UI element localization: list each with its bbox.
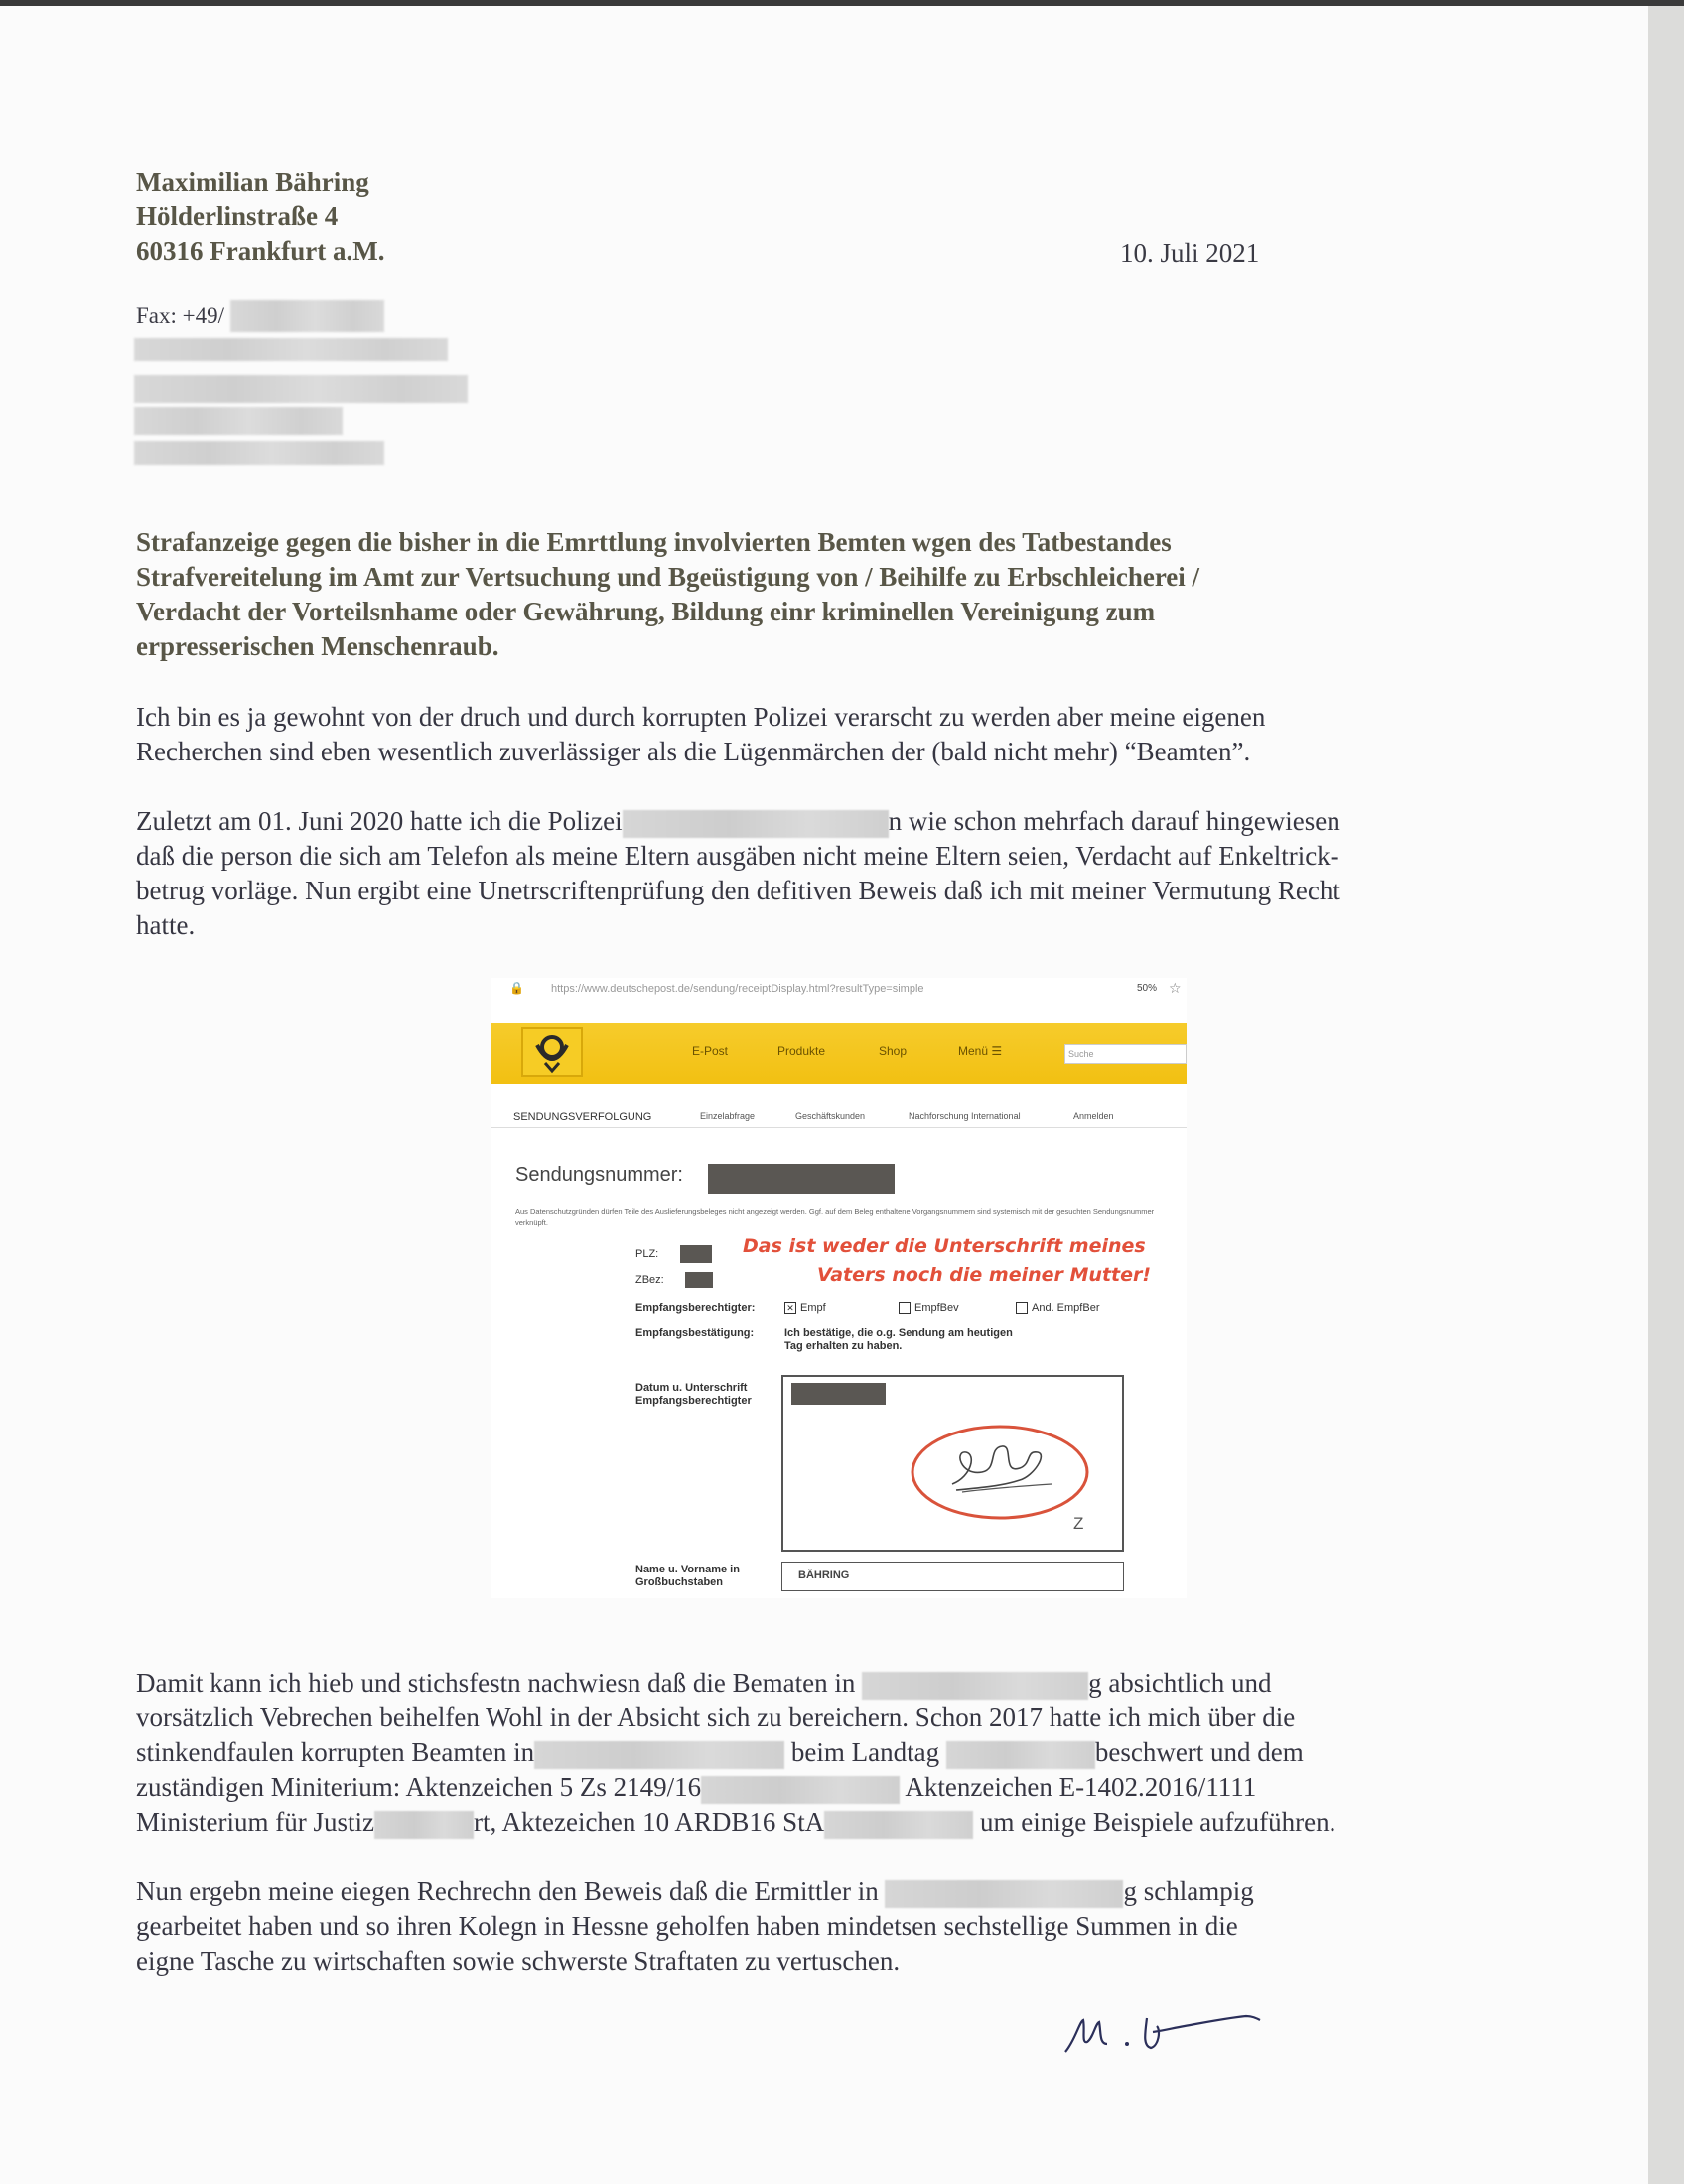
sender-city: 60316 Frankfurt a.M. (136, 236, 385, 266)
text-line: Recherchen sind eben wesentlich zuverlässiger als die Lügenmärchen der (bald nicht mehr) “Beamten”. (136, 737, 1251, 766)
redacted-text (824, 1811, 973, 1839)
letter-subject (136, 525, 1526, 664)
paragraph-2 (136, 804, 1526, 943)
redacted-zbez (685, 1272, 713, 1288)
redacted-sendungsnummer (708, 1164, 895, 1194)
subject-line: erpresserischen Menschenraub. (136, 631, 499, 661)
paragraph-4 (136, 1874, 1526, 1979)
letter-date: 10. Juli 2021 (1120, 238, 1260, 268)
subnav-sendungsverfolgung: SENDUNGSVERFOLGUNG (513, 1111, 652, 1123)
subject-line: Strafanzeige gegen die bisher in die Emrttlung involvierten Bemten wgen des Tatbestandes (136, 527, 1172, 557)
text-segment: rt, Aktezeichen 10 ARDB16 StA (473, 1807, 825, 1837)
redacted-text (374, 1811, 474, 1839)
text-line: vorsätzlich Vebrechen beihelfen Wohl in der Absicht sich zu bereichern. Schon 2017 hatte ich mich über die (136, 1703, 1296, 1732)
redacted-recipient-line (134, 441, 384, 465)
checkbox-icon (899, 1302, 911, 1314)
signature-icon (1057, 2000, 1286, 2070)
scan-edge (1648, 6, 1684, 2184)
text-segment: g schlampig (1123, 1876, 1254, 1906)
option-empf: ✕ Empf (784, 1302, 826, 1315)
plz-label: PLZ: (635, 1248, 659, 1260)
sender-address (136, 165, 384, 269)
option-and-empfber: And. EmpfBer (1016, 1302, 1099, 1315)
paragraph-3 (136, 1666, 1526, 1840)
bookmark-star-icon: ☆ (1169, 980, 1182, 996)
redacted-text (946, 1741, 1095, 1769)
sender-street: Hölderlinstraße 4 (136, 202, 339, 231)
annotation-text-2: Vaters noch die meiner Mutter! (817, 1264, 1152, 1286)
empfangsberechtigter-label: Empfangsberechtigter: (635, 1302, 756, 1314)
text-segment: um einige Beispiele aufzuführen. (979, 1807, 1336, 1837)
name-value: BÄHRING (798, 1570, 850, 1581)
redacted-recipient-line (134, 375, 468, 403)
text-segment: Damit kann ich hieb und stichsfestn nachwiesn daß die Bematen in (136, 1668, 856, 1698)
subnav-nachforschung: Nachforschung International (909, 1111, 1021, 1121)
circled-signature-icon (903, 1415, 1101, 1524)
redacted-date (791, 1383, 886, 1405)
text-segment: g absichtlich und (1088, 1668, 1272, 1698)
search-input: Suche (1064, 1044, 1187, 1064)
text-segment: zuständigen Miniterium: Aktenzeichen 5 Zs 2149/16 (136, 1772, 702, 1802)
redacted-recipient-line (134, 338, 448, 361)
text-line: daß die person die sich am Telefon als meine Eltern ausgäben nicht meine Eltern seien, Verdacht auf Enkeltrick- (136, 841, 1339, 871)
nav-shop: Shop (879, 1044, 908, 1058)
redacted-text (885, 1880, 1123, 1908)
redacted-text (862, 1672, 1088, 1700)
signature-box (781, 1375, 1124, 1552)
subnav-divider (491, 1127, 1187, 1128)
text-line: eigne Tasche zu wirtschaften sowie schwerste Straftaten zu vertuschen. (136, 1946, 901, 1976)
annotation-text-1: Das ist weder die Unterschrift meines (743, 1235, 1146, 1257)
redacted-text (701, 1776, 900, 1804)
privacy-note: Aus Datenschutzgründen dürfen Teile des Auslieferungsbeleges nicht angezeigt werden. Ggf. auf dem Beleg enthaltene Vorgangsnummern sind systemisch mit der gesuchten Sendungsnummer verknüpft. (515, 1207, 1155, 1227)
sender-name: Maximilian Bähring (136, 167, 369, 197)
text-segment: Ministerium für Justiz (136, 1807, 374, 1837)
name-field (781, 1562, 1124, 1591)
nav-menu: Menü ☰ (958, 1044, 1003, 1058)
text-segment: beim Landtag (790, 1737, 940, 1767)
checkbox-icon (1016, 1302, 1028, 1314)
text-segment: beschwert und dem (1094, 1737, 1304, 1767)
text-line: Ich bin es ja gewohnt von der druch und durch korrupten Polizei verarscht zu werden aber meine eigenen (136, 702, 1266, 732)
tracking-screenshot (491, 978, 1187, 1598)
datum-unterschrift-label: Datum u. Unterschrift Empfangsberechtigter (635, 1382, 752, 1407)
subject-line: Strafvereitelung im Amt zur Vertsuchung und Bgeüstigung von / Beihilfe zu Erbschleicherei / (136, 562, 1200, 592)
name-label: Name u. Vorname in Großbuchstaben (635, 1564, 740, 1588)
redacted-text (534, 1741, 784, 1769)
redacted-plz (680, 1245, 712, 1263)
subnav-einzelabfrage: Einzelabfrage (700, 1111, 756, 1121)
text-segment: Zuletzt am 01. Juni 2020 hatte ich die Polizei (136, 806, 623, 836)
subnav-geschaeftskunden: Geschäftskunden (795, 1111, 866, 1121)
subnav-anmelden: Anmelden (1073, 1111, 1114, 1121)
redacted-recipient-line (134, 407, 343, 435)
text-line: gearbeitet haben und so ihren Kolegn in Hessne geholfen haben mindetsen sechstellige Summen in die (136, 1911, 1238, 1941)
checkbox-checked-icon: ✕ (784, 1302, 796, 1314)
text-segment: Nun ergebn meine eiegen Rechrechn den Beweis daß die Ermittler in (136, 1876, 879, 1906)
text-line: hatte. (136, 910, 196, 940)
nav-epost: E-Post (692, 1044, 729, 1058)
subject-line: Verdacht der Vorteilsnhame oder Gewährung, Bildung einr kriminellen Vereinigung zum (136, 597, 1156, 626)
empfangsbestaetigung-label: Empfangsbestätigung: (635, 1327, 755, 1339)
z-mark: Z (1073, 1514, 1084, 1533)
browser-url-bar (501, 978, 1187, 1000)
text-segment: n wie schon mehrfach darauf hingewiesen (888, 806, 1340, 836)
option-empfbev: EmpfBev (899, 1302, 959, 1315)
redacted-text (623, 810, 889, 838)
sendungsnummer-label: Sendungsnummer: (515, 1164, 683, 1186)
redacted-fax (230, 300, 384, 332)
paragraph-1 (136, 700, 1526, 769)
empfangsbestaetigung-text: Ich bestätige, die o.g. Sendung am heutigen Tag erhalten zu haben. (784, 1327, 1013, 1352)
post-horn-logo-icon (521, 1027, 583, 1077)
zbez-label: ZBez: (635, 1274, 664, 1286)
text-line: betrug vorläge. Nun ergibt eine Unetrscriftenprüfung den defitiven Beweis daß ich mit meiner Vermutung Recht (136, 876, 1340, 905)
lock-icon: 🔒 (509, 981, 524, 995)
deutschepost-header (491, 1023, 1187, 1084)
text-segment: Aktenzeichen E-1402.2016/1111 (905, 1772, 1257, 1802)
fax-number: Fax: +49/ (136, 303, 225, 328)
url-text: https://www.deutschepost.de/sendung/receiptDisplay.html?resultType=simple (551, 983, 924, 995)
nav-produkte: Produkte (777, 1044, 826, 1058)
text-segment: stinkendfaulen korrupten Beamten in (136, 1737, 535, 1767)
zoom-level: 50% (1137, 983, 1158, 994)
